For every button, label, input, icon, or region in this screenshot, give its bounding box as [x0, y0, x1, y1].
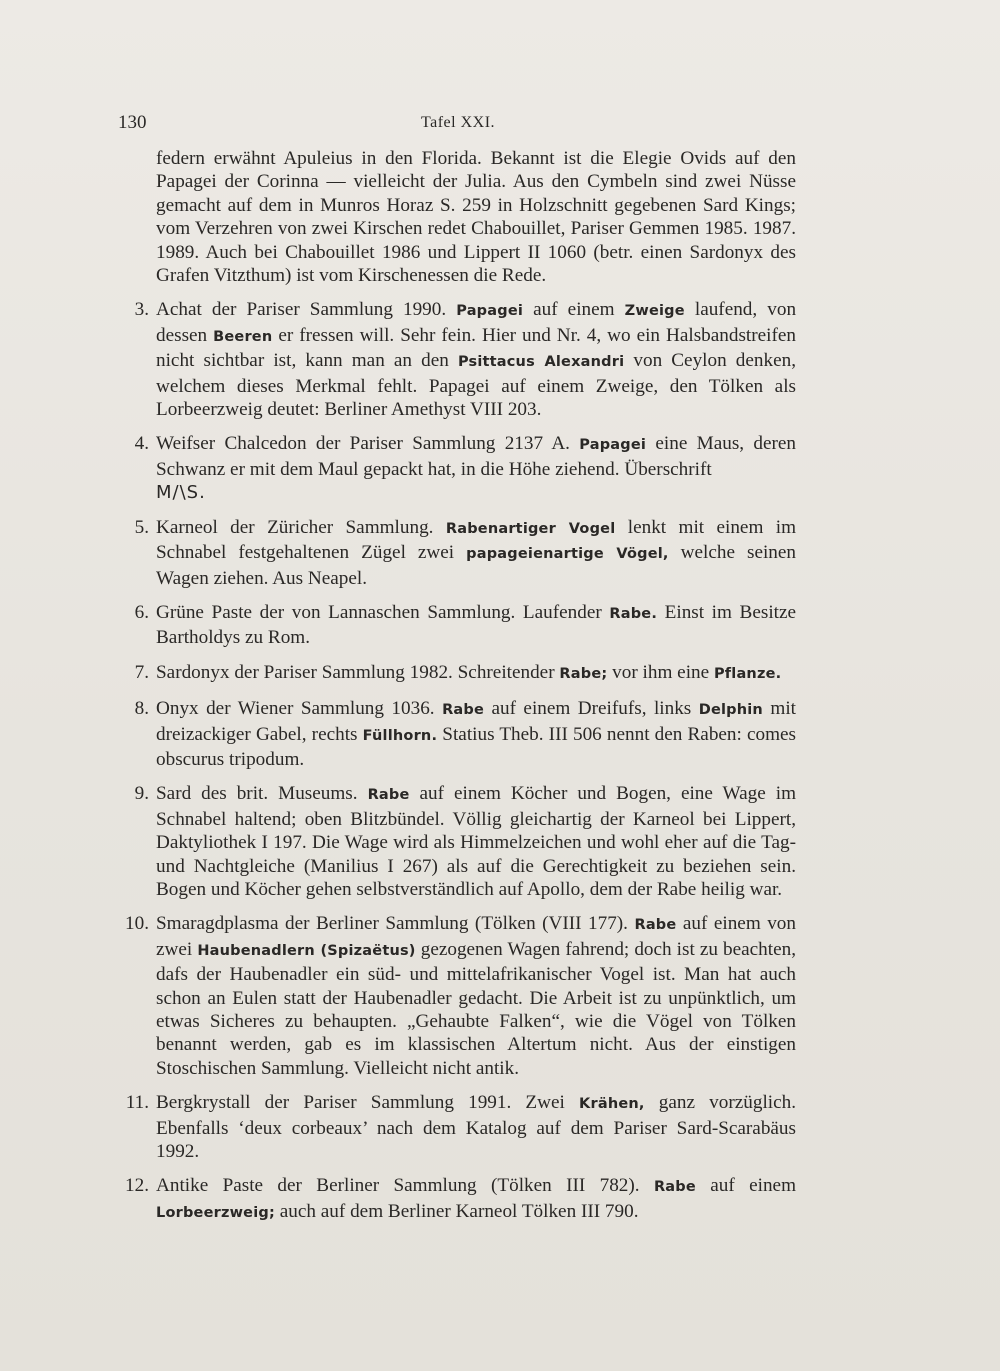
spaced-term: Krähen,: [579, 1096, 645, 1113]
entry-number: 5.: [134, 516, 149, 538]
text-run: Sardonyx der Pariser Sammlung 1982. Schreitender: [156, 661, 555, 683]
catalog-entry-5: [118, 516, 796, 590]
spaced-term: papageienartige Vögel,: [466, 546, 669, 563]
text-run: vor ihm eine: [612, 661, 710, 683]
text-run: Statius Theb. III 506 nennt den Raben: comes obscurus tripodum.: [156, 723, 797, 770]
spaced-term: Papagei: [579, 437, 647, 454]
entry-number: 12.: [125, 1175, 149, 1197]
spaced-term: Rabe;: [559, 665, 608, 682]
text-run: ganz vorzüglich. Ebenfalls ‘deux corbeaux’ nach dem Katalog auf dem Pariser Sard-Scarabäus 1992.: [156, 1092, 797, 1163]
text-run: Achat der Pariser Sammlung 1990.: [156, 299, 447, 321]
text-run: Sard des brit. Museums.: [156, 783, 358, 805]
catalog-entry-7: [118, 661, 796, 686]
entry-number: 9.: [134, 783, 149, 805]
entry-number: 7.: [134, 661, 149, 683]
catalog-entry-11: [118, 1091, 796, 1163]
entry-number: 4.: [134, 433, 149, 455]
entry-number: 10.: [125, 913, 149, 935]
body-text: [118, 147, 796, 1225]
text-run: auf einem Dreifufs, links: [491, 698, 692, 720]
entry-number: 11.: [125, 1092, 149, 1114]
spaced-term: Beeren: [213, 328, 273, 345]
text-run: er fressen will. Sehr fein. Hier und Nr. 4, wo ein Halsbandstreifen nicht sichtbar ist, kann man an den: [156, 324, 796, 372]
text-run: Grüne Paste der von Lannaschen Sammlung. Laufender: [156, 601, 602, 623]
text-run: federn erwähnt Apuleius in den Florida. Bekannt ist die Elegie Ovids auf den Papagei der Corinna — vielleicht der Julia. Aus den Cymbeln sind zwei Nüsse gemacht auf dem in Munros Horaz S. 259 in Holzschnitt gegebenen Sard Kings; vom Verzehren von zwei Kirschen redet Chabouillet, Pariser Gemmen 1985. 1987. 1989. Auch bei Chabouillet 1986 und Lippert II 1060 (betr. einen Sardonyx des Grafen Vitzthum) ist vom Kirschenessen die Rede.: [156, 148, 796, 287]
entry-number: 3.: [134, 299, 149, 321]
text-run: auf einem: [533, 299, 615, 321]
text-run: lenkt mit einem im Schnabel festgehaltenen Zügel zwei: [156, 516, 797, 564]
running-title: Tafel XXI.: [420, 114, 496, 131]
text-run: auch auf dem Berliner Karneol Tölken III 790.: [279, 1200, 639, 1222]
catalog-entry-3: [118, 298, 796, 421]
spaced-term: Füllhorn.: [362, 727, 438, 744]
text-run: Antike Paste der Berliner Sammlung (Tölken III 782).: [156, 1175, 640, 1197]
text-run: gezogenen Wagen fahrend; doch ist zu beachten, dafs der Haubenadler ein süd- und mittelafrikanischer Vogel ist. Man hat auch schon an Eulen statt der Haubenadler gedacht. Die Arbeit ist zu unpünktlich, um etwas Sicheres zu behaupten. „Gehaubte Falken“, wie die Vögel von Tölken benannt werden, gab es im klassischen Altertum nicht. Aus der einstigen Stoschischen Sammlung. Vielleicht nicht antik.: [156, 938, 797, 1079]
spaced-term: Rabenartiger Vogel: [445, 520, 616, 537]
catalog-entry-4: [118, 432, 796, 504]
gem-inscription: M/\S.: [156, 482, 206, 504]
text-run: Onyx der Wiener Sammlung 1036.: [156, 698, 435, 720]
text-run: von Ceylon denken, welchem dieses Merkmal fehlt. Papagei auf einem Zweige, den Tölken als Lorbeerzweig deutet: Berliner Amethyst VIII 203.: [156, 350, 797, 421]
spaced-term: Pflanze.: [713, 665, 782, 682]
text-run: Bergkrystall der Pariser Sammlung 1991. Zwei: [156, 1092, 565, 1114]
catalog-entry-10: [118, 912, 796, 1080]
text-run: auf einem Köcher und Bogen, eine Wage im Schnabel haltend; oben Blitzbündel. Völlig gleichartig der Karneol bei Lippert, Daktyliothek I 197. Die Wage wird als Himmelzeichen und wohl eher auf die Tag- und Nachtgleiche (Manilius I 267) als auf die Gerechtigkeit zu beziehen sein. Bogen und Köcher gehen selbstverständlich auf Apollo, dem der Rabe heilig war.: [156, 783, 796, 900]
running-head: [118, 112, 798, 138]
spaced-term: Rabe: [367, 787, 410, 804]
text-run: Einst im Besitze Bartholdys zu Rom.: [156, 601, 797, 649]
spaced-term: Psittacus Alexandri: [457, 354, 625, 371]
text-run: laufend, von dessen: [156, 299, 797, 346]
spaced-term: Papagei: [456, 303, 524, 320]
spaced-term: Lorbeerzweig;: [156, 1204, 275, 1221]
text-run: welche seinen Wagen ziehen. Aus Neapel.: [156, 542, 796, 589]
entry-number: 8.: [134, 698, 149, 720]
catalog-entry-6: [118, 601, 796, 650]
spaced-term: Rabe.: [609, 605, 658, 622]
spaced-term: Rabe: [442, 702, 485, 719]
text-run: Karneol der Züricher Sammlung.: [156, 516, 434, 538]
text-run: eine Maus, deren Schwanz er mit dem Maul gepackt hat, in die Höhe ziehend. Überschrift: [156, 433, 797, 480]
spaced-term: Delphin: [698, 702, 763, 719]
page-number: 130: [118, 112, 147, 133]
text-run: auf einem von zwei: [156, 913, 796, 960]
continuation-paragraph: [118, 147, 796, 287]
catalog-entry-12: [118, 1174, 796, 1225]
catalog-entry-9: [118, 782, 796, 901]
entry-number: 6.: [134, 601, 149, 623]
spaced-term: Zweige: [624, 303, 685, 320]
catalog-entry-8: [118, 697, 796, 771]
spaced-term: Haubenadlern (Spizaëtus): [197, 942, 416, 959]
text-run: auf einem: [710, 1175, 796, 1197]
spaced-term: Rabe: [634, 917, 677, 934]
text-run: Smaragdplasma der Berliner Sammlung (Tölken (VIII 177).: [156, 913, 628, 935]
text-run: Weifser Chalcedon der Pariser Sammlung 2137 A.: [156, 433, 570, 455]
text-run: mit dreizackiger Gabel, rechts: [156, 698, 797, 745]
spaced-term: Rabe: [653, 1179, 696, 1196]
